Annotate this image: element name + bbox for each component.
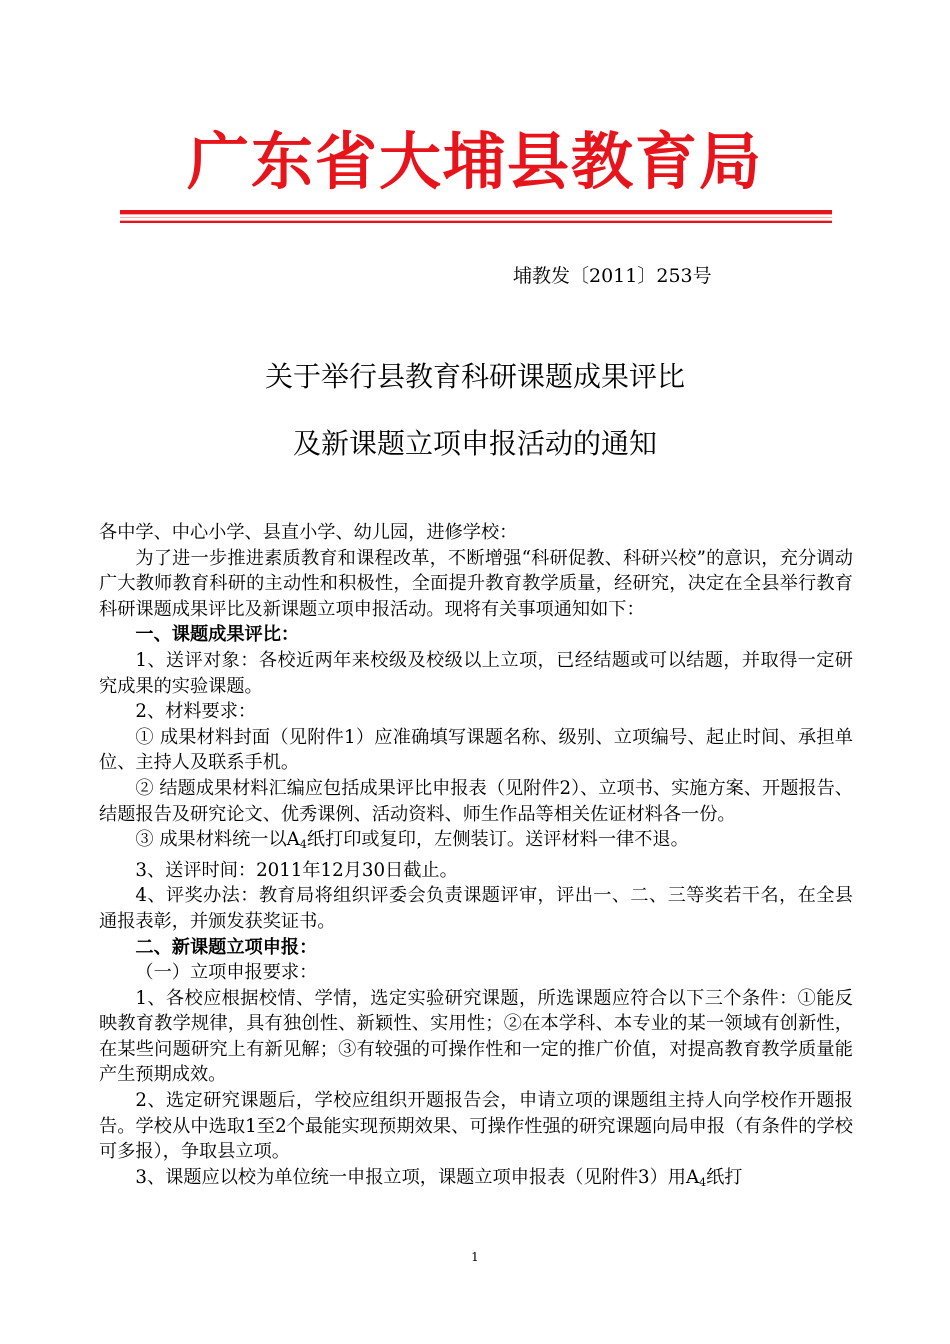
section-1-heading: 一、课题成果评比： xyxy=(135,624,300,646)
material-requirement-2: ② 结题成果材料汇编应包括成果评比申报表（见附件2）、立项书、实施方案、开题报告、结题报告及研究论文、优秀课例、活动资料、师生作品等相关佐证材料各一份。 xyxy=(99,777,853,825)
notice-body xyxy=(99,520,853,1195)
notice-title-line-1: 关于举行县教育科研课题成果评比 xyxy=(264,360,685,393)
document-number: 埔教发〔2011〕253号 xyxy=(513,265,712,287)
requirement-3-text-end: 纸打印或复印，左侧装订。送评材料一律不退。 xyxy=(306,829,689,851)
section-1-item-2: 2、材料要求： xyxy=(135,701,257,723)
section-2-item-3 xyxy=(99,1165,853,1196)
material-requirement-1: ① 成果材料封面（见附件1）应准确填写课题名称、级别、立项编号、起止时间、承担单位、主持人及联系手机。 xyxy=(99,726,853,774)
section-1-item-3: 3、送评时间：2011年12月30日截止。 xyxy=(135,859,458,881)
red-header-divider xyxy=(120,210,832,223)
page-number: 1 xyxy=(471,1250,479,1264)
issuing-authority-title: 广东省大埔县教育局 xyxy=(186,125,763,198)
section-2-heading: 二、新课题立项申报： xyxy=(135,936,318,958)
item-3-text-end: 纸打 xyxy=(706,1166,743,1188)
section-2-item-1: 1、各校应根据校情、学情，选定实验研究课题，所选课题应符合以下三个条件：①能反映教育教学规律，具有独创性、新颖性、实用性；②在本学科、本专业的某一领域有创新性，在某些问题研究上有新见解；③有较强的可操作性和一定的推广价值，对提高教育教学质量能产生预期成效。 xyxy=(99,987,853,1086)
item-3-text-start: 3、课题应以校为单位统一申报立项，课题立项申报表（见附件3）用A xyxy=(135,1166,700,1188)
notice-title-line-2: 及新课题立项申报活动的通知 xyxy=(292,427,657,460)
section-1-item-4: 4、评奖办法：教育局将组织评委会负责课题评审，评出一、二、三等奖若干名，在全县通报表彰，并颁发获奖证书。 xyxy=(99,885,853,932)
section-1-item-1: 1、送评对象：各校近两年来校级及校级以上立项，已经结题或可以结题，并取得一定研究成果的实验课题。 xyxy=(99,649,853,697)
section-2-subheading: （一）立项申报要求： xyxy=(135,962,318,984)
paper-size-subscript: 4 xyxy=(699,1175,707,1189)
intro-paragraph: 为了进一步推进素质教育和课程改革，不断增强“科研促教、科研兴校”的意识，充分调动广大教师教育科研的主动性和积极性，全面提升教育教学质量，经研究，决定在全县举行教育科研课题成果评比及新课题立项申报活动。现将有关事项通知如下： xyxy=(99,547,853,620)
paper-size-subscript: 4 xyxy=(299,838,307,852)
section-2-item-2: 2、选定研究课题后，学校应组织开题报告会，申请立项的课题组主持人向学校作开题报告。学校从中选取1至2个最能实现预期效果、可操作性强的研究课题向局申报（有条件的学校可多报），争取县立项。 xyxy=(99,1090,853,1163)
material-requirement-3 xyxy=(99,827,853,858)
salutation: 各中学、中心小学、县直小学、幼儿园，进修学校： xyxy=(99,522,518,543)
requirement-3-text-start: ③ 成果材料统一以A xyxy=(135,829,300,851)
